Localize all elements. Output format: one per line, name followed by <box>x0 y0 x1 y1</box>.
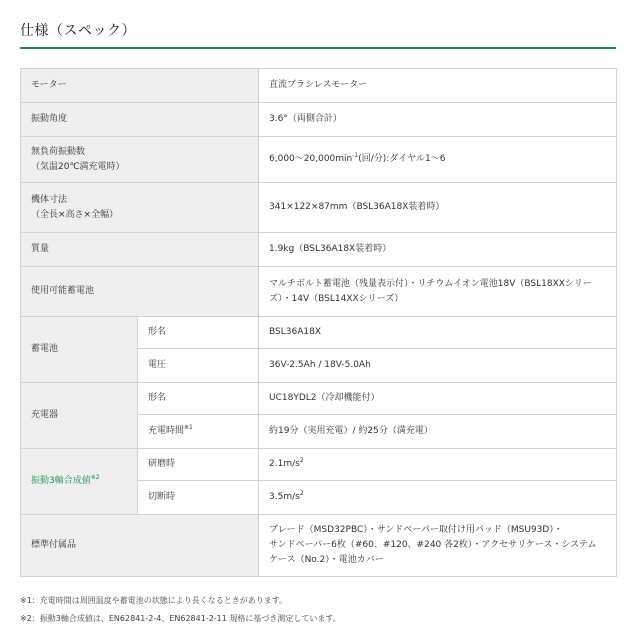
row-value-battery-voltage: 36V-2.5Ah / 18V-5.0Ah <box>259 349 617 383</box>
table-row <box>21 449 617 481</box>
table-row <box>21 317 617 349</box>
value-line: ケース（No.2）・電池カバー <box>269 555 384 565</box>
sub-label-cutting: 切断時 <box>138 481 259 515</box>
row-label-vibration-angle: 振動角度 <box>21 103 259 137</box>
row-label-charger: 充電器 <box>21 383 138 449</box>
row-value-charging-time: 約19分（実用充電）/ 約25分（満充電） <box>259 415 617 449</box>
row-label-compatible-battery: 使用可能蓄電池 <box>21 267 259 317</box>
table-row <box>21 233 617 267</box>
table-row <box>21 69 617 103</box>
table-row <box>21 267 617 317</box>
footnotes <box>20 596 341 632</box>
row-label-vibration-value <box>21 449 138 515</box>
row-value-no-load-rate <box>259 137 617 183</box>
footnote-ref: ※2 <box>90 474 100 481</box>
value-line: ズ）・14V（BSL14XXシリーズ） <box>269 293 404 304</box>
row-value-motor: 直流ブラシレスモーター <box>259 69 617 103</box>
row-value-charger-model: UC18YDL2（冷却機能付） <box>259 383 617 415</box>
table-row <box>21 383 617 415</box>
value-superscript: 2 <box>299 490 304 497</box>
label-line: （全長×高さ×全幅） <box>31 209 119 220</box>
value-line: ブレード（MSD32PBC）・サンドペーパー取付け用パッド（MSU93D）・ <box>269 525 563 535</box>
value-suffix: (回/分):ダイヤル1～6 <box>358 154 446 164</box>
row-label-battery: 蓄電池 <box>21 317 138 383</box>
row-label-motor: モーター <box>21 69 259 103</box>
sub-label-charger-model: 形名 <box>138 383 259 415</box>
label-line: 機体寸法 <box>31 194 68 205</box>
row-label-no-load-rate <box>21 137 259 183</box>
row-label-dimensions <box>21 183 259 233</box>
label-line: （気温20℃満充電時） <box>31 161 125 172</box>
value-main: 6,000～20,000min <box>269 154 353 164</box>
label-line: 無負荷振動数 <box>31 146 86 157</box>
row-value-compatible-battery <box>259 267 617 317</box>
table-row <box>21 137 617 183</box>
value-line: マルチボルト蓄電池（残量表示付）・リチウムイオン電池18V（BSL18XXシリー <box>269 278 592 289</box>
footnote-2: ※2：振動3軸合成値は、EN62841-2-4、EN62841-2-11 規格に基づき測定しています。 <box>20 614 341 623</box>
row-value-battery-model: BSL36A18X <box>259 317 617 349</box>
spec-table <box>20 68 617 577</box>
row-value-cutting <box>259 481 617 515</box>
sub-label-charging-time <box>138 415 259 449</box>
row-label-weight: 質量 <box>21 233 259 267</box>
value-main: 3.5m/s <box>269 492 300 502</box>
table-row <box>21 103 617 137</box>
row-value-weight: 1.9kg（BSL36A18X装着時） <box>259 233 617 267</box>
label-text: 振動3軸合成値 <box>31 476 91 486</box>
footnote-ref: ※1 <box>184 424 193 431</box>
value-main: 2.1m/s <box>269 459 300 469</box>
page-title: 仕様（スペック） <box>20 23 136 39</box>
footnote-1: ※1：充電時間は周囲温度や蓄電池の状態により長くなるときがあります。 <box>20 596 288 605</box>
value-superscript: 2 <box>299 457 304 464</box>
value-superscript: -1 <box>352 152 359 159</box>
table-row <box>21 515 617 577</box>
sub-label-battery-voltage: 電圧 <box>138 349 259 383</box>
row-value-vibration-angle: 3.6°（両側合計） <box>259 103 617 137</box>
table-row <box>21 183 617 233</box>
title-divider <box>20 47 616 49</box>
row-value-polishing <box>259 449 617 481</box>
row-value-dimensions: 341×122×87mm（BSL36A18X装着時） <box>259 183 617 233</box>
value-line: サンドペーパー6枚（#60、#120、#240 各2枚）・アクセサリケース・システム <box>269 540 597 550</box>
row-value-accessories <box>259 515 617 577</box>
row-label-accessories: 標準付属品 <box>21 515 259 577</box>
sub-label-battery-model: 形名 <box>138 317 259 349</box>
sub-label-polishing: 研磨時 <box>138 449 259 481</box>
sub-label-text: 充電時間 <box>148 426 185 436</box>
